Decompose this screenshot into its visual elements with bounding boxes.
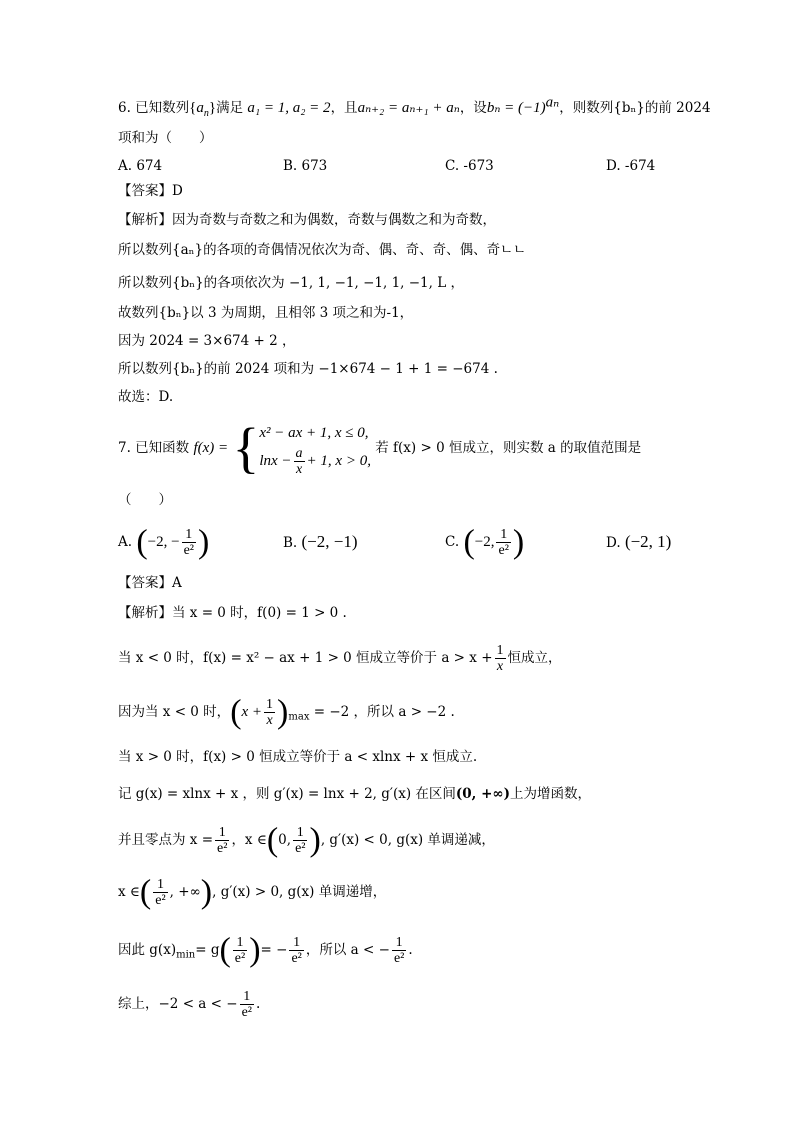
q7-l7-int: , +∞ — [169, 884, 201, 900]
q7-l3-inner: x + — [241, 704, 263, 720]
q6-option-c: C. -673 — [445, 158, 494, 174]
q6-analysis-6: 所以数列{bₙ}的前 2024 项和为 −1×674 − 1 + 1 = −674 . — [118, 361, 498, 377]
q7-option-c — [445, 522, 524, 562]
q7-cases — [259, 420, 371, 477]
q6-answer-value: D — [172, 183, 183, 199]
q6-analysis-text: 因为奇数与奇数之和为偶数，奇数与偶数之和为奇数， — [172, 212, 496, 228]
q7-l6-lparen: ( — [266, 821, 279, 859]
q7-l9-den: e² — [241, 1005, 252, 1020]
q7-l6-frac2 — [293, 825, 307, 856]
q7-l6-pre: 并且零点为 x = — [118, 832, 214, 848]
q7-analysis-7 — [118, 870, 386, 914]
q7-option-d — [606, 532, 671, 553]
q7-option-b-value: (−2, −1) — [301, 532, 358, 551]
q7-l8-mid2: = − — [260, 942, 288, 958]
q7-opt-c-pre: −2, — [474, 534, 495, 550]
q7-l3-rparen: ) — [277, 693, 289, 731]
q7-l2-frac — [495, 643, 506, 674]
q7-l8-post: ，所以 a < − — [305, 942, 390, 958]
q7-l3-frac — [264, 697, 275, 728]
q7-l3-sub: max — [288, 711, 310, 723]
q7-option-b-label: B. — [283, 535, 298, 551]
q7-case2-post: + 1, x > 0, — [306, 452, 371, 469]
q7-analysis-3 — [118, 690, 455, 734]
q7-l8-frac3 — [392, 935, 406, 966]
q7-opt-a-pre: −2, − — [147, 534, 180, 550]
q7-stem-line — [118, 412, 641, 484]
q7-l7-post: , g′(x) > 0, g(x) 单调递增， — [212, 884, 387, 900]
q7-l3-den: x — [266, 713, 273, 728]
q7-answer — [118, 573, 182, 593]
q7-l9-frac — [240, 989, 254, 1020]
q7-l8-end: . — [408, 942, 413, 958]
q7-stem-text2: 若 f(x) > 0 恒成立，则实数 a 的取值范围是 — [375, 440, 642, 456]
q7-l2-den: x — [496, 659, 504, 674]
q7-analysis-6 — [118, 818, 495, 862]
q6-analysis-4: 故数列{bₙ}以 3 为周期，且相邻 3 项之和为-1， — [118, 305, 414, 321]
q7-l5-pre: 记 g(x) = xlnx + x ，则 g′(x) = lnx + 2, g′(x) 在区间 — [118, 786, 456, 802]
q7-analysis-2 — [118, 638, 562, 678]
q6-stem-text2: 满足 — [216, 100, 244, 116]
q7-option-a — [118, 522, 209, 562]
q7-l7-frac — [153, 877, 167, 908]
q7-analysis-1 — [118, 603, 347, 623]
q7-option-d-value: (−2, 1) — [624, 532, 672, 551]
q6-cond3-exp: aₙ — [545, 94, 560, 111]
q6-analysis-5: 因为 2024 = 3×674 + 2 ， — [118, 333, 296, 349]
q7-l8-lparen: ( — [219, 931, 231, 969]
q7-stem-text: 7. 已知函数 — [118, 440, 190, 456]
q7-l7-lparen: ( — [139, 873, 152, 911]
q7-l8-num3: 1 — [392, 935, 406, 951]
q7-fx: f(x) = — [193, 440, 229, 456]
q7-case2-num: a — [295, 446, 303, 461]
q7-l3-num: 1 — [266, 697, 274, 712]
q7-answer-value: A — [172, 575, 182, 591]
q7-l6-int: 0, — [278, 832, 292, 848]
q7-opt-a-frac — [182, 527, 196, 558]
q7-l8-frac — [233, 935, 247, 966]
q6-analysis-7: 故选：D. — [118, 389, 174, 405]
q7-opt-c-num: 1 — [496, 527, 510, 543]
q7-l6-post: , g′(x) < 0, g(x) 单调递减， — [320, 832, 495, 848]
q7-l6-num2: 1 — [293, 825, 307, 841]
q7-l3-post: = −2 ，所以 a > −2 . — [313, 704, 455, 720]
q6-stem-text3: ，且 — [330, 100, 358, 116]
q7-l9-pre: 综上，−2 < a < − — [118, 996, 238, 1012]
q7-case2-pre: lnx − — [259, 452, 292, 469]
q6-analysis-2: 所以数列{aₙ}的各项的奇偶情况依次为奇、偶、奇、奇、偶、奇ㄴㄴ — [118, 242, 527, 258]
q6-option-d: D. -674 — [606, 158, 656, 174]
q7-l7-den: e² — [155, 893, 166, 908]
q7-l7-rparen: ) — [200, 873, 213, 911]
q7-opt-c-den: e² — [498, 543, 509, 558]
q7-l6-frac — [215, 825, 229, 856]
q7-paren: （ ） — [118, 492, 172, 508]
q7-l8-num: 1 — [233, 935, 247, 951]
q7-answer-label: 【答案】 — [118, 575, 172, 591]
q7-l7-pre: x ∈ — [118, 884, 140, 900]
q7-case2-den: x — [295, 462, 303, 477]
q6-analysis-3: 所以数列{bₙ}的各项依次为 −1, 1, −1, −1, 1, −1, L ， — [118, 275, 464, 291]
q6-stem-line2 — [118, 128, 213, 148]
q6-answer-label: 【答案】 — [118, 183, 172, 199]
q7-l2-pre: 当 x < 0 时，f(x) = x² − ax + 1 > 0 恒成立等价于 a > x + — [118, 650, 493, 666]
q7-case1: x² − ax + 1, x ≤ 0, — [259, 425, 369, 441]
q7-l8-frac2 — [289, 935, 303, 966]
q6-option-b: B. 673 — [283, 158, 328, 174]
q7-option-b — [283, 532, 358, 553]
q6-cond2: aₙ₊₂ = aₙ₊₁ + aₙ — [357, 100, 460, 116]
q7-opt-a-num: 1 — [182, 527, 196, 543]
q7-l5-post: 上为增函数， — [510, 786, 592, 802]
q7-brace: { — [232, 417, 260, 480]
q7-l6-den2: e² — [295, 841, 306, 856]
q6-stem-text: 6. 已知数列 — [118, 100, 190, 116]
q7-l2-post: 恒成立， — [507, 650, 562, 666]
q7-l6-num: 1 — [215, 825, 229, 841]
q6-stem-text4: ，设 — [459, 100, 487, 116]
q6-seq-a-var: $a_n$ — [196, 100, 209, 119]
q7-analysis-8 — [118, 928, 413, 972]
q7-analysis-label: 【解析】 — [118, 605, 172, 621]
q7-l9-end: . — [255, 996, 261, 1012]
q6-stem-text6: 项和为（ ） — [118, 130, 213, 146]
q6-stem-text5: ，则数列{bₙ}的前 2024 — [559, 100, 711, 116]
q7-option-d-label: D. — [606, 535, 621, 551]
q6-analysis-label: 【解析】 — [118, 212, 172, 228]
q7-l2-num: 1 — [496, 643, 504, 658]
q7-l7-num: 1 — [153, 877, 167, 893]
q6-option-a: A. 674 — [118, 158, 163, 174]
q7-l3-pre: 因为当 x < 0 时， — [118, 704, 231, 720]
q7-l8-den3: e² — [393, 951, 405, 966]
q7-option-a-label: A. — [118, 534, 133, 550]
q7-l8-rparen: ) — [249, 931, 261, 969]
q6-seq-a: { — [189, 100, 197, 116]
q6-seq-a-close: } — [208, 100, 217, 116]
q7-opt-a-rparen: ) — [198, 523, 210, 561]
q6-analysis-1 — [118, 210, 496, 230]
q6-stem-line1 — [118, 94, 711, 119]
q7-analysis-l1: 当 x = 0 时，f(0) = 1 > 0 . — [172, 605, 347, 621]
q7-l8-pre: 因此 g(x) — [118, 942, 177, 958]
q7-l6-den: e² — [217, 841, 228, 856]
q7-l8-num2: 1 — [289, 935, 303, 951]
q7-l9-num: 1 — [240, 989, 254, 1005]
q7-l6-mid: ，x ∈ — [231, 832, 267, 848]
q7-l8-den: e² — [234, 951, 246, 966]
q6-answer — [118, 181, 183, 201]
q7-opt-a-den: e² — [183, 543, 195, 558]
q7-case2-frac — [294, 446, 305, 477]
q7-l6-rparen: ) — [309, 821, 321, 859]
q7-opt-c-rparen: ) — [512, 523, 525, 561]
q7-l3-lparen: ( — [230, 693, 242, 731]
q7-opt-a-lparen: ( — [136, 523, 148, 561]
q7-l8-sub: min — [176, 949, 196, 961]
q7-option-c-label: C. — [445, 534, 460, 550]
q6-cond3: bₙ = (−1) — [486, 100, 546, 116]
q7-l8-mid: = g — [195, 942, 220, 958]
q7-analysis-5 — [118, 784, 591, 804]
q7-l8-den2: e² — [291, 951, 302, 966]
q7-case2 — [259, 446, 371, 477]
q7-analysis-9 — [118, 982, 260, 1026]
q7-l5-interval: (0, +∞) — [455, 786, 511, 802]
q7-analysis-4: 当 x > 0 时，f(x) > 0 恒成立等价于 a < xlnx + x 恒成立. — [118, 749, 478, 765]
q7-opt-c-frac — [496, 527, 510, 558]
q6-cond1: a₁ = 1, a₂ = 2 — [247, 100, 331, 116]
q7-opt-c-lparen: ( — [463, 523, 475, 561]
